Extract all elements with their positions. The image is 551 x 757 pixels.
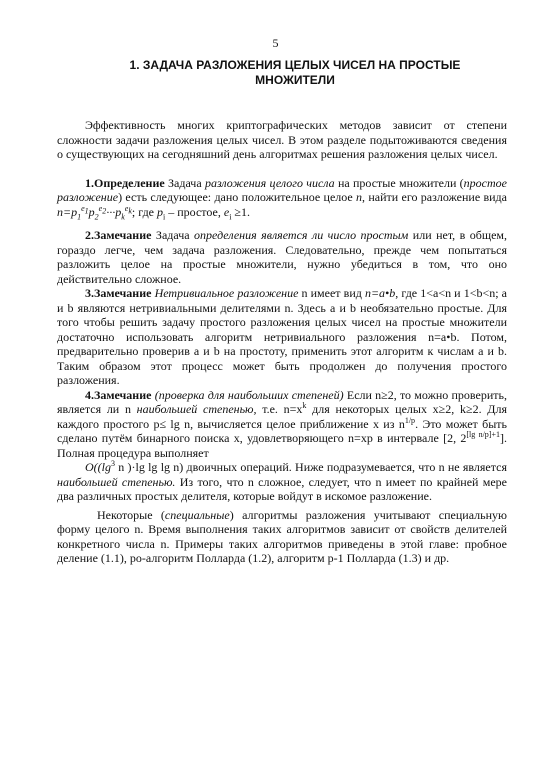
emphasis: n=a•b: [364, 286, 396, 301]
text: Задача: [164, 175, 205, 190]
text: для некоторых целых x≥2, k≥2. Для каждого простого p≤ lg n, вычисляется целое приближение x из n: [57, 402, 507, 431]
variable-p: p: [157, 204, 164, 219]
definition-label: 1.Определение: [85, 175, 165, 190]
text: . Это может быть сделано путём бинарного поиска x, удовлетворяющего n=xp в интервале [2, 2: [57, 416, 508, 446]
superscript: 3: [111, 459, 115, 469]
remark-4-paragraph: [57, 388, 507, 461]
variable-n: n: [356, 190, 363, 204]
emphasis: определения является ли число простым: [194, 228, 409, 243]
text: , найти его разложение вида: [362, 190, 507, 204]
text: ) есть следующее: дано положительное целое: [118, 190, 357, 204]
text: ]. Полная процедура выполняет: [57, 431, 507, 460]
document-body: [57, 118, 507, 566]
remark-3-paragraph: [57, 286, 507, 388]
text: ; где: [131, 204, 158, 219]
text: Из того, что n сложное, следует, что n имеет по крайней мере два различных простых делителя, которые войдут в искомое разложение.: [57, 474, 507, 504]
superscript: 1/p: [404, 415, 416, 425]
emphasis: разложения целого числа: [204, 175, 335, 190]
special-algorithms-paragraph: [57, 508, 507, 566]
remark-label: 2.Замечание: [85, 228, 152, 243]
text: ≥1.: [231, 204, 251, 219]
emphasis: наибольшей степенью,: [136, 402, 257, 417]
text: , где 1<a<n и 1<b<n; a и b являются нетривиальными делителями n. Здесь a и b необязательно простые. Для того чтобы решить задачу простого разложения целых чисел на простые множители достаточно использовать алгоритм нетривиального разложения n=a•b. Потом, предварительно проверив a и b на простоту, применить этот алгоритм к числам a и b. Таким образом этот процесс может быть продолжен до получения простого разложения.: [57, 286, 508, 388]
emphasis: наибольшей степенью.: [57, 474, 176, 489]
text: n )·lg lg lg n) двоичных операций. Ниже подразумевается, что n не является: [115, 460, 507, 475]
text: n имеет вид: [298, 286, 365, 301]
formula-text: n: [57, 204, 63, 219]
superscript: [lg n/p]+1: [466, 430, 500, 440]
formula-text: O((lg: [85, 460, 111, 475]
complexity-paragraph: [57, 460, 507, 504]
text: ) алгоритмы разложения учитывают специальную форму целого n. Время выполнения таких алгоритмов зависит от свойств делителей конкретного числа n. Примеры таких алгоритмов приведены в этой главе: пробное деление (1.1), ро-алгоритм Полларда (1.2), алгоритм p-1 Полларда (1.3) и др.: [57, 507, 507, 566]
factorization-formula: $n=p_1^{e_1}p_2^{e_2}\cdot\cdot\cdot p_k^{e_k}$: [57, 203, 132, 221]
variable-e: e: [223, 204, 230, 219]
emphasis: (проверка для наибольших степеней): [151, 387, 344, 402]
text: Если n≥2, то можно проверить, является ли n: [57, 387, 507, 417]
emphasis: Нетривиальное разложение: [151, 286, 299, 301]
emphasis: простое разложение: [57, 175, 507, 204]
remark-label: 4.Замечание: [85, 387, 152, 402]
text: – простое,: [165, 204, 224, 219]
text: или нет, в общем, гораздо легче, чем задача разложения. Следовательно, прежде чем попытаться разложить целое на простые множители, нужно убедиться в том, что оно действительно сложное.: [57, 228, 508, 286]
remark-label: 3.Замечание: [85, 286, 152, 301]
text: Задача: [151, 228, 195, 243]
emphasis: специальные: [164, 507, 230, 522]
section-title: 1. ЗАДАЧА РАЗЛОЖЕНИЯ ЦЕЛЫХ ЧИСЕЛ НА ПРОСТЫЕ МНОЖИТЕЛИ: [129, 58, 461, 87]
remark-2-paragraph: [57, 228, 507, 286]
text: Некоторые (: [97, 507, 165, 522]
superscript: k: [302, 401, 307, 411]
text: на простые множители (: [334, 175, 464, 190]
definition-paragraph: 1.Определение Задача разложения целого числа на простые множители (простое разложение) есть следующее: дано положительное целое n, найти его разложение вида $n=p_1^{e_1}p_2^{e_2}\cdot\cdot\cdot p_k^{e_k}$; где $p_i$ – простое, $e_i \ge 1$.: [57, 175, 507, 221]
intro-paragraph: Эффективность многих криптографических методов зависит от степени сложности задачи разложения целых чисел. В этом разделе подытоживаются сведения о существующих на сегодняшний день алгоритмах решения разложения целых чисел.: [57, 118, 507, 161]
text: т.е. n=x: [256, 402, 303, 417]
page-number: 5: [272, 36, 279, 50]
